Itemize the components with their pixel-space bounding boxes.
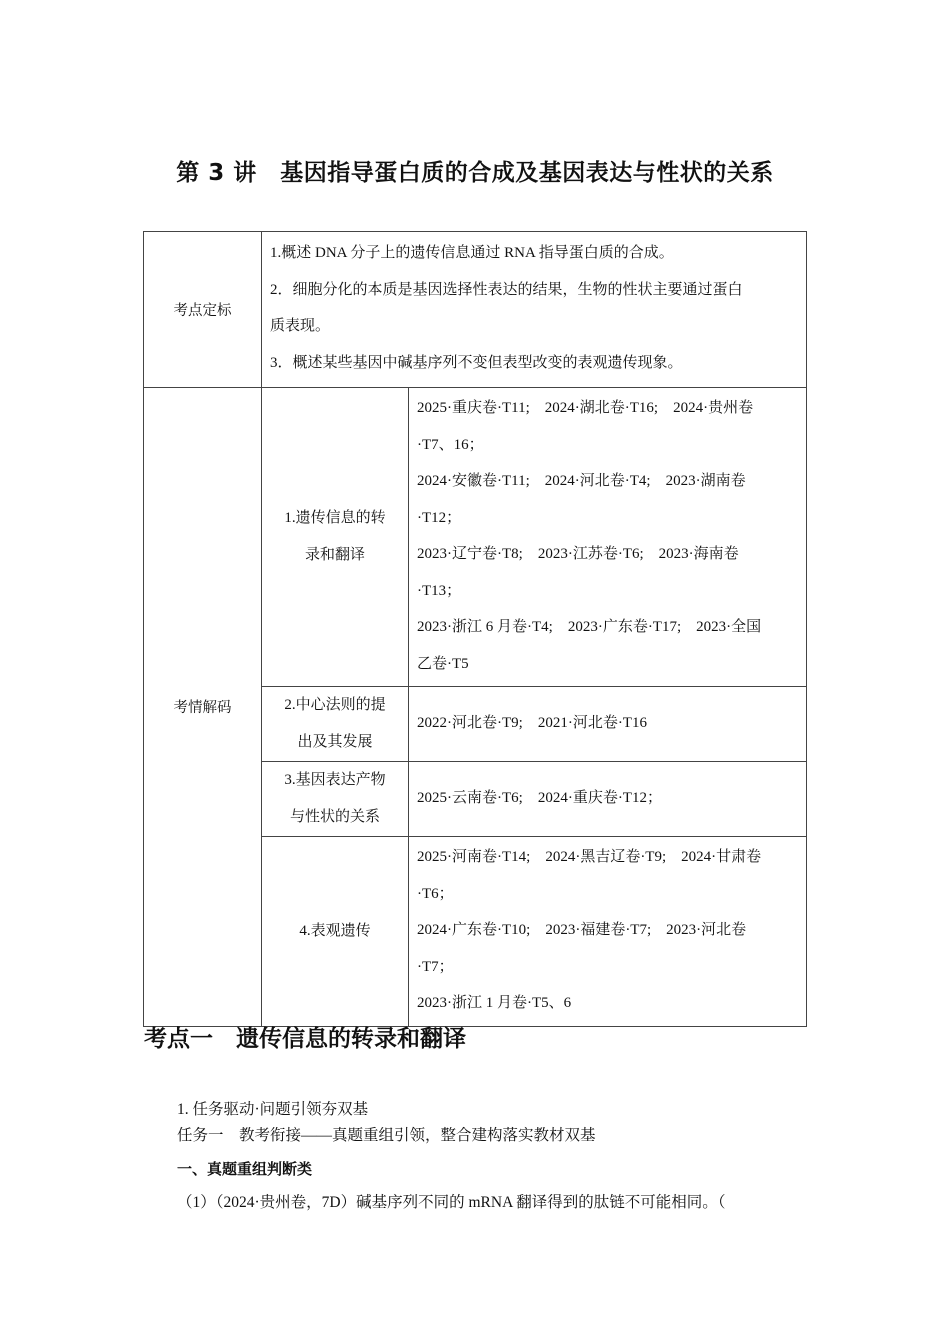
topic-name-line: 2.中心法则的提 <box>284 697 386 713</box>
source-line: 2022·河北卷·T9; 2021·河北卷·T16 <box>417 714 647 731</box>
goal-line: 3．概述某些基因中碱基序列不变但表型改变的表观遗传现象。 <box>270 354 683 371</box>
source-line: 2023·浙江 6 月卷·T4; 2023·广东卷·T17; 2023·全国 <box>417 619 762 635</box>
table-row-goals <box>144 232 807 388</box>
subsection-heading: 一、真题重组判断类 <box>177 1160 313 1178</box>
source-line: ·T13； <box>417 582 462 599</box>
topic-sources <box>409 837 807 1027</box>
topic-name <box>262 762 409 837</box>
table-row-topic <box>144 388 807 687</box>
source-line: ·T12； <box>417 509 462 526</box>
goal-line: 1.概述 DNA 分子上的遗传信息通过 RNA 指导蛋白质的合成。 <box>270 245 674 261</box>
topic-name <box>262 837 409 1027</box>
section-heading: 考点一 遗传信息的转录和翻译 <box>144 1026 466 1052</box>
topic-name-line: 1.遗传信息的转 <box>284 510 386 526</box>
topic-name-line: 与性状的关系 <box>289 809 380 825</box>
source-line: ·T6； <box>417 885 454 902</box>
topic-sources <box>409 687 807 762</box>
page-title: 第 3 讲 基因指导蛋白质的合成及基因表达与性状的关系 <box>176 160 774 186</box>
source-line: 2024·广东卷·T10; 2023·福建卷·T7; 2023·河北卷 <box>417 922 747 938</box>
source-line: 2025·云南卷·T6; 2024·重庆卷·T12； <box>417 789 662 806</box>
topic-sources <box>409 388 807 687</box>
topic-name-line: 4.表观遗传 <box>299 922 371 939</box>
topic-name <box>262 687 409 762</box>
source-line: 2023·浙江 1 月卷·T5、6 <box>417 995 572 1011</box>
source-line: 2025·重庆卷·T11; 2024·湖北卷·T16; 2024·贵州卷 <box>417 400 754 416</box>
goal-list <box>262 232 807 388</box>
source-line: 2023·辽宁卷·T8; 2023·江苏卷·T6; 2023·海南卷 <box>417 546 739 562</box>
source-line: ·T7、16； <box>417 436 484 453</box>
source-line: ·T7； <box>417 958 454 975</box>
goal-line: 质表现。 <box>270 318 331 334</box>
source-line: 2025·河南卷·T14; 2024·黑吉辽卷·T9; 2024·甘肃卷 <box>417 849 762 865</box>
topic-name-line: 3.基因表达产物 <box>284 772 386 788</box>
analysis-label: 考情解码 <box>144 388 262 1027</box>
topic-sources <box>409 762 807 837</box>
source-line: 2024·安徽卷·T11; 2024·河北卷·T4; 2023·湖南卷 <box>417 473 746 489</box>
topic-name <box>262 388 409 687</box>
task-one-heading: 任务一 教考衔接——真题重组引领，整合建构落实教材双基 <box>177 1127 596 1144</box>
goal-line: 2．细胞分化的本质是基因选择性表达的结果，生物的性状主要通过蛋白 <box>270 281 743 298</box>
exam-plan-table <box>143 231 807 1027</box>
source-line: 乙卷·T5 <box>417 655 469 672</box>
topic-name-line: 录和翻译 <box>304 547 365 563</box>
goal-label: 考点定标 <box>144 232 262 388</box>
topic-name-line: 出及其发展 <box>297 734 373 750</box>
question-1: （1）（2024·贵州卷，7D）碱基序列不同的 mRNA 翻译得到的肽链不可能相同。（ <box>177 1194 726 1211</box>
task-item-heading: 1. 任务驱动·问题引领夯双基 <box>177 1101 369 1118</box>
